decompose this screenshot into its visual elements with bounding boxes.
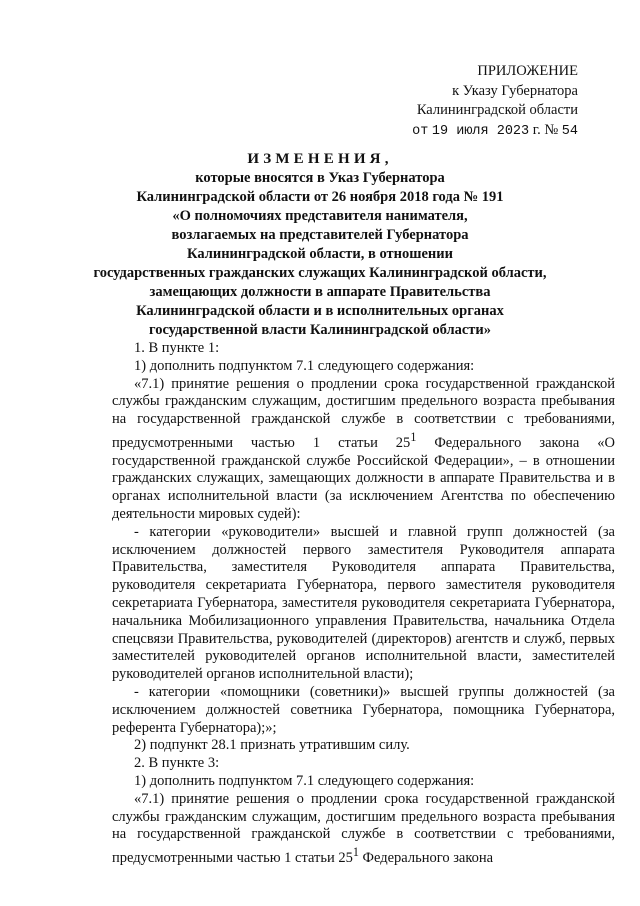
year-suffix: г. № (532, 121, 559, 138)
text-run: «7.1) принятие решения о продлении срока государственной гражданской службы гражданским служащим, достигшим предельного возраста пребывания на государственной гражданской службе в соответствии с требованиями, предусмотренными частью 1 статьи 25 (112, 790, 615, 866)
title-block (40, 150, 600, 340)
text-run: «7.1) принятие решения о продлении срока государственной гражданской службы гражданским служащим, достигшим предельного возраста пребывания на государственной гражданской службе в соответствии с требованиями, предусмотренными частью 1 статьи 25 (112, 375, 615, 451)
document-heading: ИЗМЕНЕНИЯ, (247, 151, 393, 167)
title-line: замещающих должности в аппарате Правительства (149, 284, 491, 300)
paragraph-point-2: 2. В пункте 3: (134, 755, 220, 772)
appendix-block (412, 62, 578, 141)
superscript: 1 (352, 845, 359, 860)
document-body (112, 340, 615, 868)
superscript: 1 (410, 429, 417, 444)
paragraph-subpoint-1: 1) дополнить подпунктом 7.1 следующего содержания: (134, 357, 475, 374)
title-line: Калининградской области от 26 ноября 2018 года № 191 (136, 189, 504, 205)
paragraph-subpoint-2: 2) подпункт 28.1 признать утратившим силу. (134, 737, 410, 754)
paragraph-subpoint-7-1 (112, 376, 615, 524)
appendix-date-line (412, 121, 578, 142)
title-line: которые вносятся в Указ Губернатора (195, 170, 445, 186)
paragraph-point-1: 1. В пункте 1: (134, 340, 220, 356)
title-line: государственной власти Калининградской области» (148, 322, 492, 338)
paragraph-category-advisers: - категории «помощники (советники)» высшей группы должностей (за исключением должностей советника Губернатора, помощника Губернатора, референта Губернатора);»; (112, 683, 615, 736)
appendix-line-region: Калининградской области (416, 102, 578, 118)
title-line: государственных гражданских служащих Калининградской области, (93, 265, 547, 281)
title-line: Калининградской области, в отношении (187, 246, 453, 262)
paragraph-category-leaders: - категории «руководители» высшей и главной групп должностей (за исключением должностей первого заместителя Руководителя аппарата Правительства, заместителя Руководителя аппарата Правительства, руководителя секретариата Губернатора, первого заместителя руководителя секретариата Губернатора, заместителя руководителя секретариата Губернатора, начальника Мобилизационного управления Правительства, начальника Отдела спецсвязи Правительства, руководителей (директоров) агентств и служб, первых заместителей руководителей органов исполнительной власти, заместителей руководителей органов исполнительной власти); (112, 523, 615, 683)
paragraph-subpoint-7-1b (112, 791, 615, 868)
decree-date: 19 июля 2023 (431, 123, 530, 139)
appendix-title: ПРИЛОЖЕНИЕ (477, 63, 578, 79)
title-line: «О полномочиях представителя нанимателя, (172, 208, 468, 224)
text-run: Федерального закона «О государственной гражданской службе Российской Федерации», – в отношении гражданских служащих, замещающих должности в аппарате Правительства и в органах исполнительной власти (за исключением Агентства по обеспечению деятельности мировых судей): (112, 434, 615, 522)
appendix-line-decree: к Указу Губернатора (452, 82, 578, 99)
decree-number: 54 (561, 123, 578, 139)
date-prefix: от (412, 123, 429, 139)
title-line: Калининградской области и в исполнительных органах (136, 303, 504, 319)
title-line: возлагаемых на представителей Губернатора (171, 227, 469, 243)
text-run: Федерального закона (358, 849, 494, 866)
paragraph-subpoint-1b: 1) дополнить подпунктом 7.1 следующего содержания: (134, 772, 475, 789)
